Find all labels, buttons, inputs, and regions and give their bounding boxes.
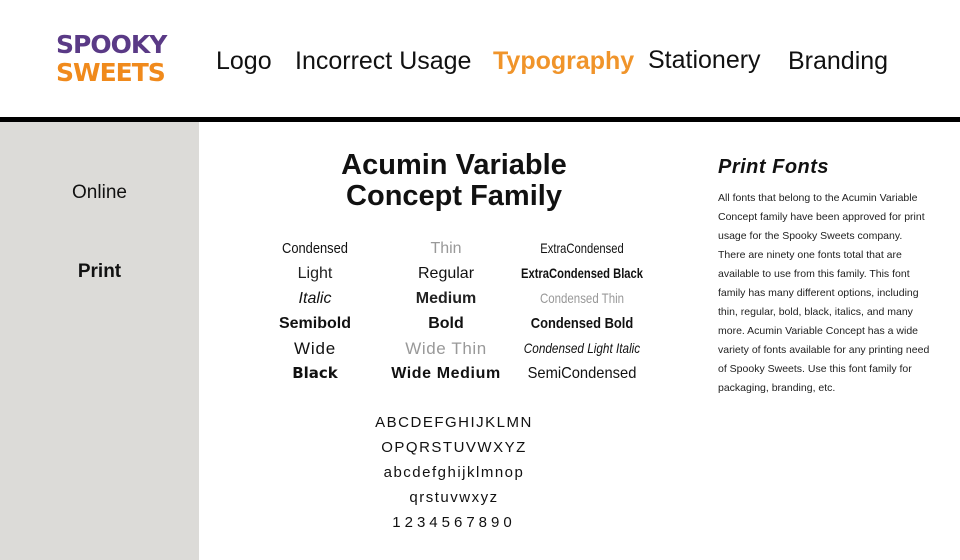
alphabet-lowercase-1: abcdefghijklmnop	[383, 464, 525, 481]
font-sample-condensed: Condensed	[281, 240, 348, 257]
alphabet-uppercase-1: ABCDEFGHIJKLMN	[375, 414, 533, 431]
font-sample-condensed-bold: Condensed Bold	[530, 315, 634, 332]
font-sample-wide-thin: Wide Thin	[405, 339, 487, 358]
font-sample-thin: Thin	[430, 240, 462, 257]
page-title-line-2: Concept Family	[346, 180, 562, 212]
print-fonts-description: All fonts that belong to the Acumin Variable Concept family have been approved for print usage for the Spooky Sweets company. There are ninety one fonts total that are available to use from this family. This font family has many different options, including thin, regular, bold, black, italics, and many more. Acumin Variable Concept has a wide variety of fonts available for any printing need of Spooky Sweets. Use this font family for packaging, branding, etc.	[718, 192, 930, 394]
nav-item-branding[interactable]: Branding	[788, 47, 889, 75]
font-sample-extracondensed: ExtraCondensed	[540, 240, 624, 256]
alphabet-sample	[340, 410, 568, 535]
font-sample-medium: Medium	[415, 290, 477, 307]
sidebar	[0, 122, 199, 560]
header	[0, 0, 960, 117]
sidebar-item-online[interactable]: Online	[72, 182, 127, 203]
font-sample-wide-medium: Wide Medium	[391, 365, 501, 382]
nav-item-typography[interactable]: Typography	[493, 47, 635, 75]
alphabet-lowercase-2: qrstuvwxyz	[409, 489, 499, 506]
nav-item-stationery[interactable]: Stationery	[648, 46, 761, 74]
logo-line-1: SPOOKY	[56, 30, 167, 59]
alphabet-uppercase-2: OPQRSTUVWXYZ	[381, 439, 527, 456]
font-sample-extracondensed-black: ExtraCondensed Black	[521, 265, 643, 281]
nav-item-logo[interactable]: Logo	[216, 47, 272, 75]
font-sample-semibold: Semibold	[278, 315, 351, 332]
alphabet-digits: 1234567890	[392, 514, 516, 531]
nav-item-incorrect-usage[interactable]: Incorrect Usage	[295, 47, 472, 75]
font-sample-bold: Bold	[428, 315, 464, 332]
page-title	[300, 150, 608, 212]
print-fonts-title: Print Fonts	[718, 156, 830, 178]
font-sample-black: Black	[292, 364, 338, 382]
page-title-line-1: Acumin Variable	[341, 149, 567, 181]
sidebar-item-print[interactable]: Print	[77, 261, 122, 282]
font-sample-wide: Wide	[294, 339, 336, 358]
font-sample-regular: Regular	[417, 265, 475, 282]
font-sample-light: Light	[297, 265, 333, 282]
font-sample-condensed-thin: Condensed Thin	[539, 290, 625, 306]
logo-line-2: SWEETS	[56, 58, 165, 87]
font-weights-column-3	[502, 236, 662, 386]
font-sample-condensed-light-italic: Condensed Light Italic	[523, 340, 641, 356]
font-sample-semicondensed: SemiCondensed	[527, 365, 637, 382]
font-sample-italic: Italic	[298, 290, 332, 307]
spooky-sweets-logo[interactable]	[56, 30, 167, 91]
